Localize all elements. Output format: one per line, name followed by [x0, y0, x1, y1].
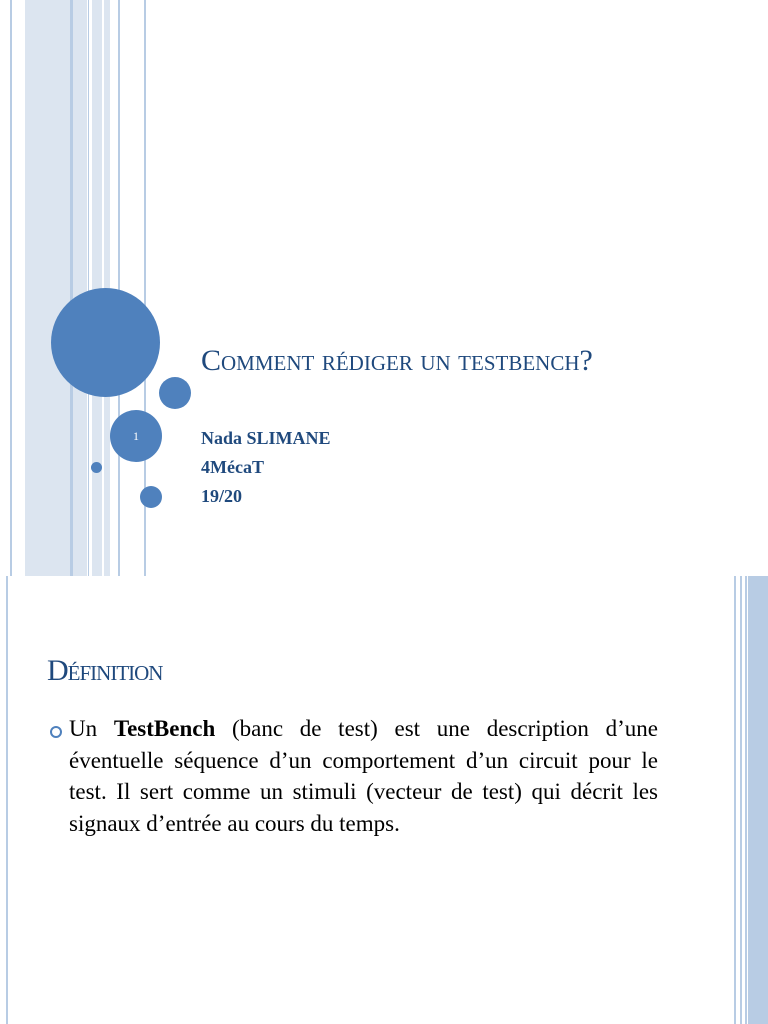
decor-circle-small: [140, 486, 162, 508]
decor-stripe: [745, 576, 747, 1024]
slide-title: Comment rédiger un testbench?: [201, 344, 593, 377]
author-name: Nada SLIMANE: [201, 428, 331, 448]
bullet-term: TestBench: [113, 716, 216, 741]
decor-circle-large: [51, 288, 160, 397]
decor-stripe: [6, 576, 8, 1024]
slide-subtitle: [201, 424, 331, 511]
slide-number: 1: [133, 429, 139, 443]
decor-stripe: [734, 576, 736, 1024]
slide-heading: Définition: [47, 654, 163, 687]
decor-stripe: [88, 0, 89, 576]
decor-stripe: [25, 0, 70, 576]
decor-stripe: [740, 576, 742, 1024]
year-label: 19/20: [201, 486, 243, 506]
bullet-text: (banc de test) est une description d’une éventuelle séquence d’un comportement d’un circuit pour le test. Il sert comme un stimuli (vecteur de test) qui décrit les signaux d’entrée au cours du temps.: [69, 716, 658, 836]
decor-circle-dot: [91, 462, 102, 473]
decor-stripe: [10, 0, 12, 576]
class-name: 4MécaT: [201, 457, 264, 477]
bullet-lead: Un: [69, 716, 114, 741]
definition-paragraph: [69, 713, 658, 839]
decor-circle-small: [159, 377, 191, 409]
decor-stripe: [73, 0, 87, 576]
decor-stripe: [118, 0, 120, 576]
bullet-circle-icon: [50, 726, 62, 738]
decor-stripe: [748, 576, 768, 1024]
